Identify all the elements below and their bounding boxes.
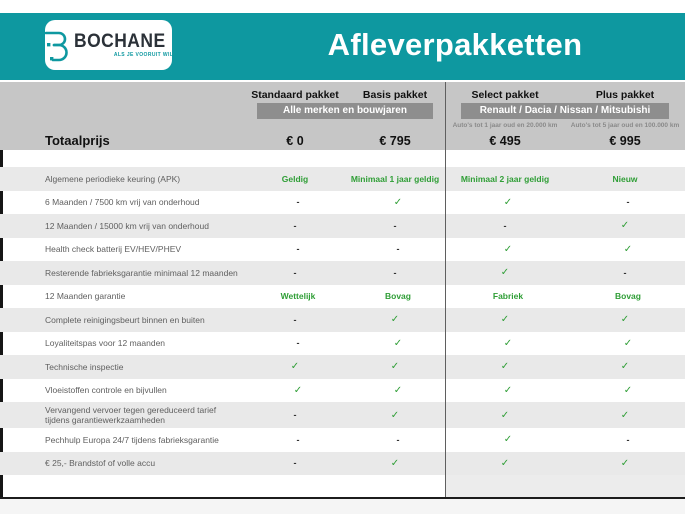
column-header-plus: Plus pakket — [595, 89, 655, 101]
cell-plus: Bovag — [615, 291, 641, 302]
feature-row — [0, 402, 685, 428]
header-banner — [0, 13, 685, 80]
cell-select: ✓ — [500, 409, 510, 421]
feature-row — [0, 332, 685, 356]
cell-basis: ✓ — [393, 384, 403, 396]
cell-standaard: - — [296, 197, 300, 208]
cell-standaard: - — [296, 244, 300, 255]
row-label: Loyaliteitspas voor 12 maanden — [45, 338, 166, 349]
feature-row — [0, 428, 685, 452]
row-label: Complete reinigingsbeurt binnen en buiten — [45, 314, 205, 325]
price-plus: € 995 — [609, 133, 641, 148]
cell-standaard: - — [293, 314, 297, 325]
price-standaard: € 0 — [286, 133, 304, 148]
table-header-band — [0, 82, 685, 150]
cell-basis: ✓ — [393, 196, 403, 208]
total-price-label: Totaalprijs — [45, 133, 110, 148]
feature-row — [0, 261, 685, 285]
row-label: Pechhulp Europa 24/7 tijdens fabrieksgarantie — [45, 434, 219, 445]
cell-standaard: ✓ — [290, 361, 300, 373]
cell-plus: ✓ — [620, 220, 630, 232]
cell-basis: ✓ — [390, 409, 400, 421]
cell-basis: Bovag — [385, 291, 411, 302]
column-header-basis: Basis pakket — [362, 89, 428, 101]
cell-basis: - — [396, 244, 400, 255]
feature-row — [0, 452, 685, 476]
feature-row — [0, 238, 685, 262]
cell-basis: - — [393, 267, 397, 278]
group-badge-all-brands: Alle merken en bouwjaren — [257, 103, 433, 119]
cell-select: - — [503, 220, 507, 231]
row-label: Algemene periodieke keuring (APK) — [45, 173, 181, 184]
row-label: 6 Maanden / 7500 km vrij van onderhoud — [45, 197, 200, 208]
cell-select: ✓ — [503, 337, 513, 349]
cell-standaard: Geldig — [281, 173, 309, 184]
cell-basis: - — [393, 220, 397, 231]
row-label: Technische inspectie — [45, 361, 124, 372]
top-margin — [0, 0, 685, 13]
cell-standaard: - — [293, 410, 297, 420]
cell-plus: - — [626, 434, 630, 445]
cell-plus: ✓ — [620, 314, 630, 326]
row-label: Vloeistoffen controle en bijvullen — [45, 385, 167, 396]
cell-plus: ✓ — [623, 384, 633, 396]
trailing-row — [0, 475, 685, 497]
price-select: € 495 — [489, 133, 521, 148]
cell-plus: ✓ — [620, 457, 630, 469]
row-label: Vervangend vervoer tegen gereduceerd tarief tijdens garantiewerkzaamheden — [45, 405, 217, 425]
cell-plus: ✓ — [620, 361, 630, 373]
feature-row — [0, 355, 685, 379]
feature-row — [0, 214, 685, 238]
row-label: Health check batterij EV/HEV/PHEV — [45, 244, 182, 255]
cell-standaard: - — [293, 220, 297, 231]
feature-row — [0, 167, 685, 191]
cell-select: ✓ — [500, 361, 510, 373]
cell-basis: - — [396, 434, 400, 445]
cell-select: ✓ — [500, 457, 510, 469]
cell-basis: Minimaal 1 jaar geldig — [350, 173, 440, 184]
cell-plus: - — [623, 267, 627, 278]
cell-standaard: ✓ — [293, 384, 303, 396]
cell-select: ✓ — [503, 384, 513, 396]
cell-select: Minimaal 2 jaar geldig — [460, 173, 550, 184]
bochane-logo — [45, 20, 172, 70]
feature-row — [0, 308, 685, 332]
cell-basis: ✓ — [390, 314, 400, 326]
column-header-select: Select pakket — [471, 89, 539, 101]
spacer-row — [0, 150, 685, 167]
cell-select: ✓ — [500, 314, 510, 326]
cell-select: Fabriek — [492, 291, 524, 302]
feature-row — [0, 191, 685, 215]
bochane-b-icon — [44, 28, 70, 62]
row-label: 12 Maanden garantie — [45, 291, 126, 302]
cell-standaard: - — [293, 458, 297, 469]
logo-brand-text: BOCHANE — [73, 31, 166, 52]
bottom-margin — [0, 499, 685, 514]
cell-select: ✓ — [503, 434, 513, 446]
row-label: 12 Maanden / 15000 km vrij van onderhoud — [45, 220, 209, 231]
cell-standaard: - — [296, 338, 300, 349]
column-note-select: Auto's tot 1 jaar oud en 20.000 km — [452, 121, 558, 129]
column-note-plus: Auto's tot 5 jaar oud en 100.000 km — [570, 121, 680, 129]
package-group-divider — [445, 82, 446, 497]
feature-rows — [0, 167, 685, 475]
cell-select: ✓ — [503, 243, 513, 255]
feature-row — [0, 285, 685, 309]
cell-basis: ✓ — [390, 457, 400, 469]
cell-plus: ✓ — [620, 409, 630, 421]
cell-plus: - — [626, 197, 630, 208]
page-title: Afleverpakketten — [327, 27, 583, 62]
column-header-standaard: Standaard pakket — [251, 89, 339, 101]
logo-tagline-text: ALS JE VOORUIT WIL — [113, 52, 174, 58]
cell-select: ✓ — [500, 267, 510, 279]
cell-plus: Nieuw — [612, 173, 638, 184]
cell-standaard: - — [296, 434, 300, 445]
cell-basis: ✓ — [393, 337, 403, 349]
feature-row — [0, 379, 685, 403]
row-label: Resterende fabrieksgarantie minimaal 12 maanden — [45, 267, 238, 278]
cell-basis: ✓ — [390, 361, 400, 373]
group-badge-renault-group: Renault / Dacia / Nissan / Mitsubishi — [461, 103, 669, 119]
cell-plus: ✓ — [623, 243, 633, 255]
row-label: € 25,- Brandstof of volle accu — [45, 458, 156, 469]
cell-standaard: Wettelijk — [280, 291, 316, 302]
price-basis: € 795 — [379, 133, 411, 148]
cell-select: ✓ — [503, 196, 513, 208]
cell-standaard: - — [293, 267, 297, 278]
cell-plus: ✓ — [623, 337, 633, 349]
